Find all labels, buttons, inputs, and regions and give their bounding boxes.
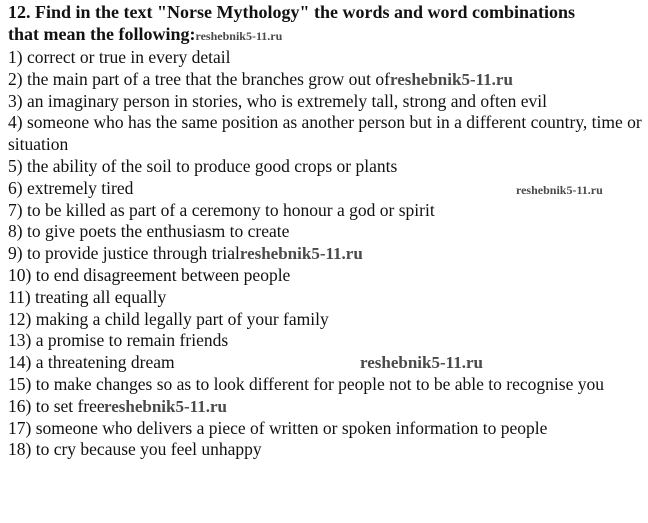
watermark-text: reshebnik5-11.ru	[239, 244, 363, 264]
list-item: 11) treating all equally	[8, 286, 167, 307]
list-item: 16) to set free	[8, 395, 105, 416]
list-item: 6) extremely tired reshebnik5-11.ru	[8, 178, 646, 200]
list-item: 2) the main part of a tree that the branches grow out ofreshebnik5-11.ru	[8, 68, 513, 89]
exercise-heading	[8, 0, 646, 47]
list-item: 5) the ability of the soil to produce good crops or plants	[8, 155, 398, 176]
list-item: 18) to cry because you feel unhappy	[8, 439, 262, 460]
heading-watermark: reshebnik5-11.ru	[195, 29, 283, 43]
heading-line-2: that mean the following:	[8, 24, 196, 44]
list-item: 7) to be killed as part of a ceremony to honour a god or spirit	[8, 199, 435, 220]
list-item: 13) a promise to remain friends	[8, 330, 229, 351]
list-item: 3) an imaginary person in stories, who is extremely tall, strong and often evil	[8, 90, 547, 111]
watermark-text: reshebnik5-11.ru	[104, 396, 227, 416]
exercise-page	[8, 0, 646, 461]
list-item: 12) making a child legally part of your family	[8, 308, 329, 329]
heading-line-1: 12. Find in the text "Norse Mythology" the words and word combinations	[8, 2, 575, 22]
watermark-text: reshebnik5-11.ru	[516, 182, 603, 197]
list-item: 9) to provide justice through trialreshebnik5-11.ru	[8, 243, 363, 264]
list-item: 10) to end disagreement between people	[8, 264, 291, 285]
watermark-text: reshebnik5-11.ru	[389, 69, 513, 89]
list-item: 17) someone who delivers a piece of written or spoken information to people	[8, 417, 548, 438]
list-item: 14) a threatening dream reshebnik5-11.ru	[8, 352, 483, 373]
watermark-text: reshebnik5-11.ru	[360, 353, 483, 373]
list-item: 15) to make changes so as to look different for people not to be able to recognise you reshebnik5-11.ru	[8, 373, 604, 416]
list-item: 1) correct or true in every detail	[8, 47, 231, 67]
list-item: 8) to give poets the enthusiasm to create	[8, 221, 290, 242]
list-item: 4) someone who has the same position as another person but in a different country, time or situation	[8, 112, 642, 155]
definitions-list	[8, 47, 646, 461]
